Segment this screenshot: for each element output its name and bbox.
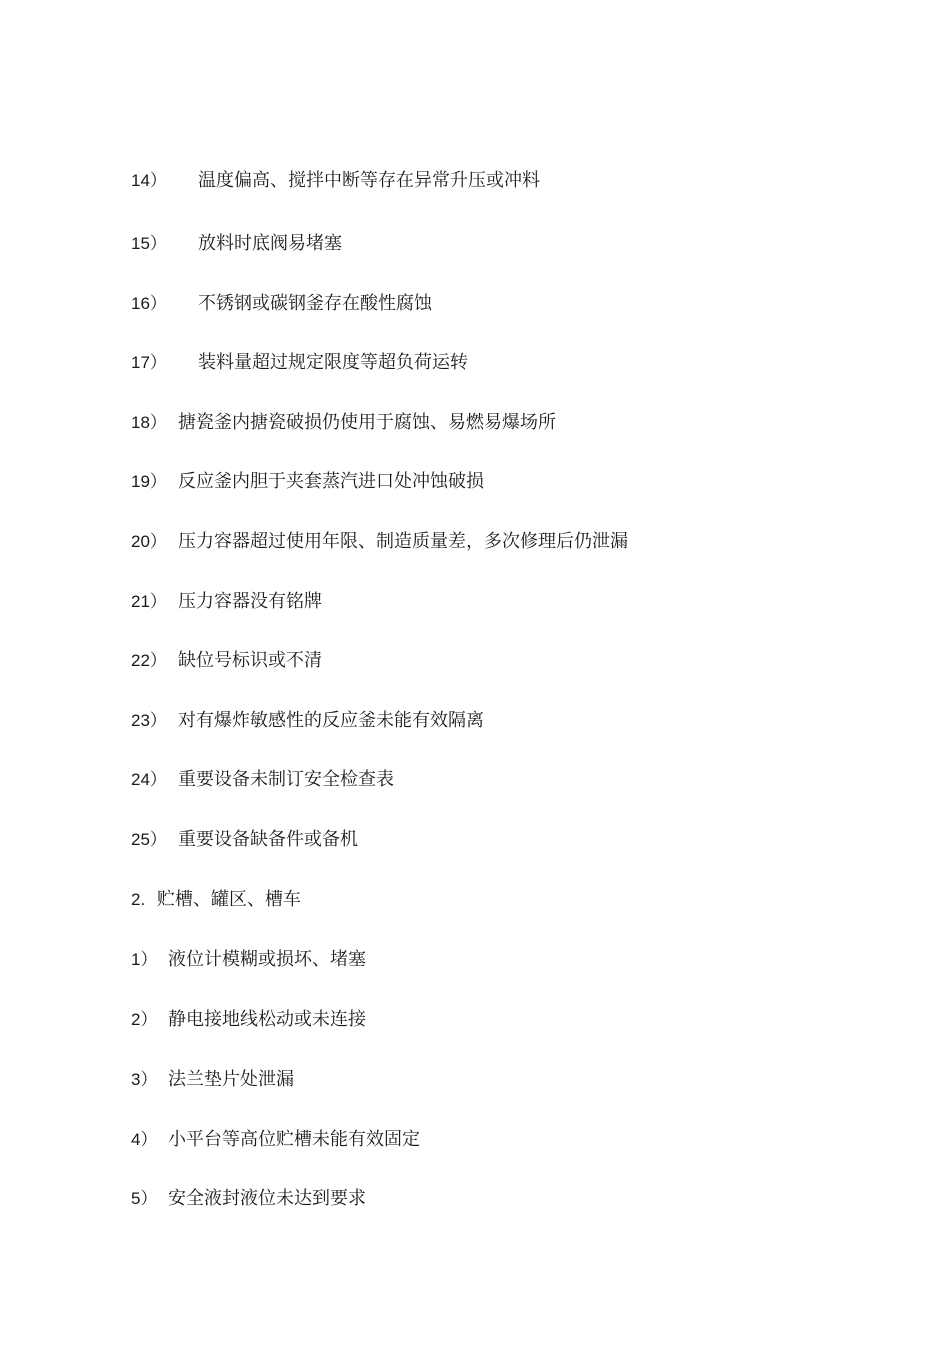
item-number: 18） xyxy=(131,413,167,432)
item-number: 22） xyxy=(131,651,167,670)
list-item xyxy=(131,825,358,855)
item-text: 放料时底阀易堵塞 xyxy=(198,233,342,254)
item-number: 5） xyxy=(131,1189,158,1208)
list-item xyxy=(131,467,484,497)
list-item xyxy=(131,646,322,676)
item-number: 25） xyxy=(131,830,167,849)
item-number: 24） xyxy=(131,770,167,789)
section-title: 贮槽、罐区、槽车 xyxy=(157,889,301,910)
item-text: 静电接地线松动或未连接 xyxy=(168,1009,366,1030)
item-number: 19） xyxy=(131,472,167,491)
list-item xyxy=(131,1005,366,1035)
item-text: 不锈钢或碳钢釜存在酸性腐蚀 xyxy=(198,293,432,314)
section-heading xyxy=(131,885,301,915)
list-item xyxy=(131,348,468,378)
item-number: 21） xyxy=(131,592,167,611)
item-text: 压力容器没有铭牌 xyxy=(178,591,322,612)
item-text: 小平台等高位贮槽未能有效固定 xyxy=(168,1129,420,1150)
item-number: 15） xyxy=(131,234,167,253)
list-item xyxy=(131,527,628,557)
item-text: 重要设备未制订安全检查表 xyxy=(178,769,394,790)
list-item xyxy=(131,1184,366,1214)
item-number: 14） xyxy=(131,171,167,190)
item-text: 液位计模糊或损坏、堵塞 xyxy=(168,949,366,970)
item-number: 17） xyxy=(131,353,167,372)
list-item xyxy=(131,945,366,975)
item-number: 4） xyxy=(131,1130,158,1149)
item-text: 安全液封液位未达到要求 xyxy=(168,1188,366,1209)
item-number: 2） xyxy=(131,1010,158,1029)
item-text: 重要设备缺备件或备机 xyxy=(178,829,358,850)
item-number: 3） xyxy=(131,1070,158,1089)
list-item xyxy=(131,765,394,795)
item-text: 搪瓷釜内搪瓷破损仍使用于腐蚀、易燃易爆场所 xyxy=(178,412,556,433)
item-text: 装料量超过规定限度等超负荷运转 xyxy=(198,352,468,373)
item-text: 温度偏高、搅拌中断等存在异常升压或冲料 xyxy=(198,170,540,191)
list-item xyxy=(131,408,556,438)
item-number: 23） xyxy=(131,711,167,730)
list-item xyxy=(131,1125,420,1155)
list-item xyxy=(131,166,540,196)
item-number: 1） xyxy=(131,950,158,969)
item-number: 16） xyxy=(131,294,167,313)
item-text: 缺位号标识或不清 xyxy=(178,650,322,671)
item-number: 20） xyxy=(131,532,167,551)
list-item xyxy=(131,706,484,736)
item-text: 压力容器超过使用年限、制造质量差，多次修理后仍泄漏 xyxy=(178,531,628,552)
list-item xyxy=(131,229,342,259)
list-item xyxy=(131,289,432,319)
list-item xyxy=(131,587,322,617)
item-text: 反应釜内胆于夹套蒸汽进口处冲蚀破损 xyxy=(178,471,484,492)
item-text: 法兰垫片处泄漏 xyxy=(168,1069,294,1090)
section-number: 2. xyxy=(131,890,146,909)
item-text: 对有爆炸敏感性的反应釜未能有效隔离 xyxy=(178,710,484,731)
list-item xyxy=(131,1065,294,1095)
